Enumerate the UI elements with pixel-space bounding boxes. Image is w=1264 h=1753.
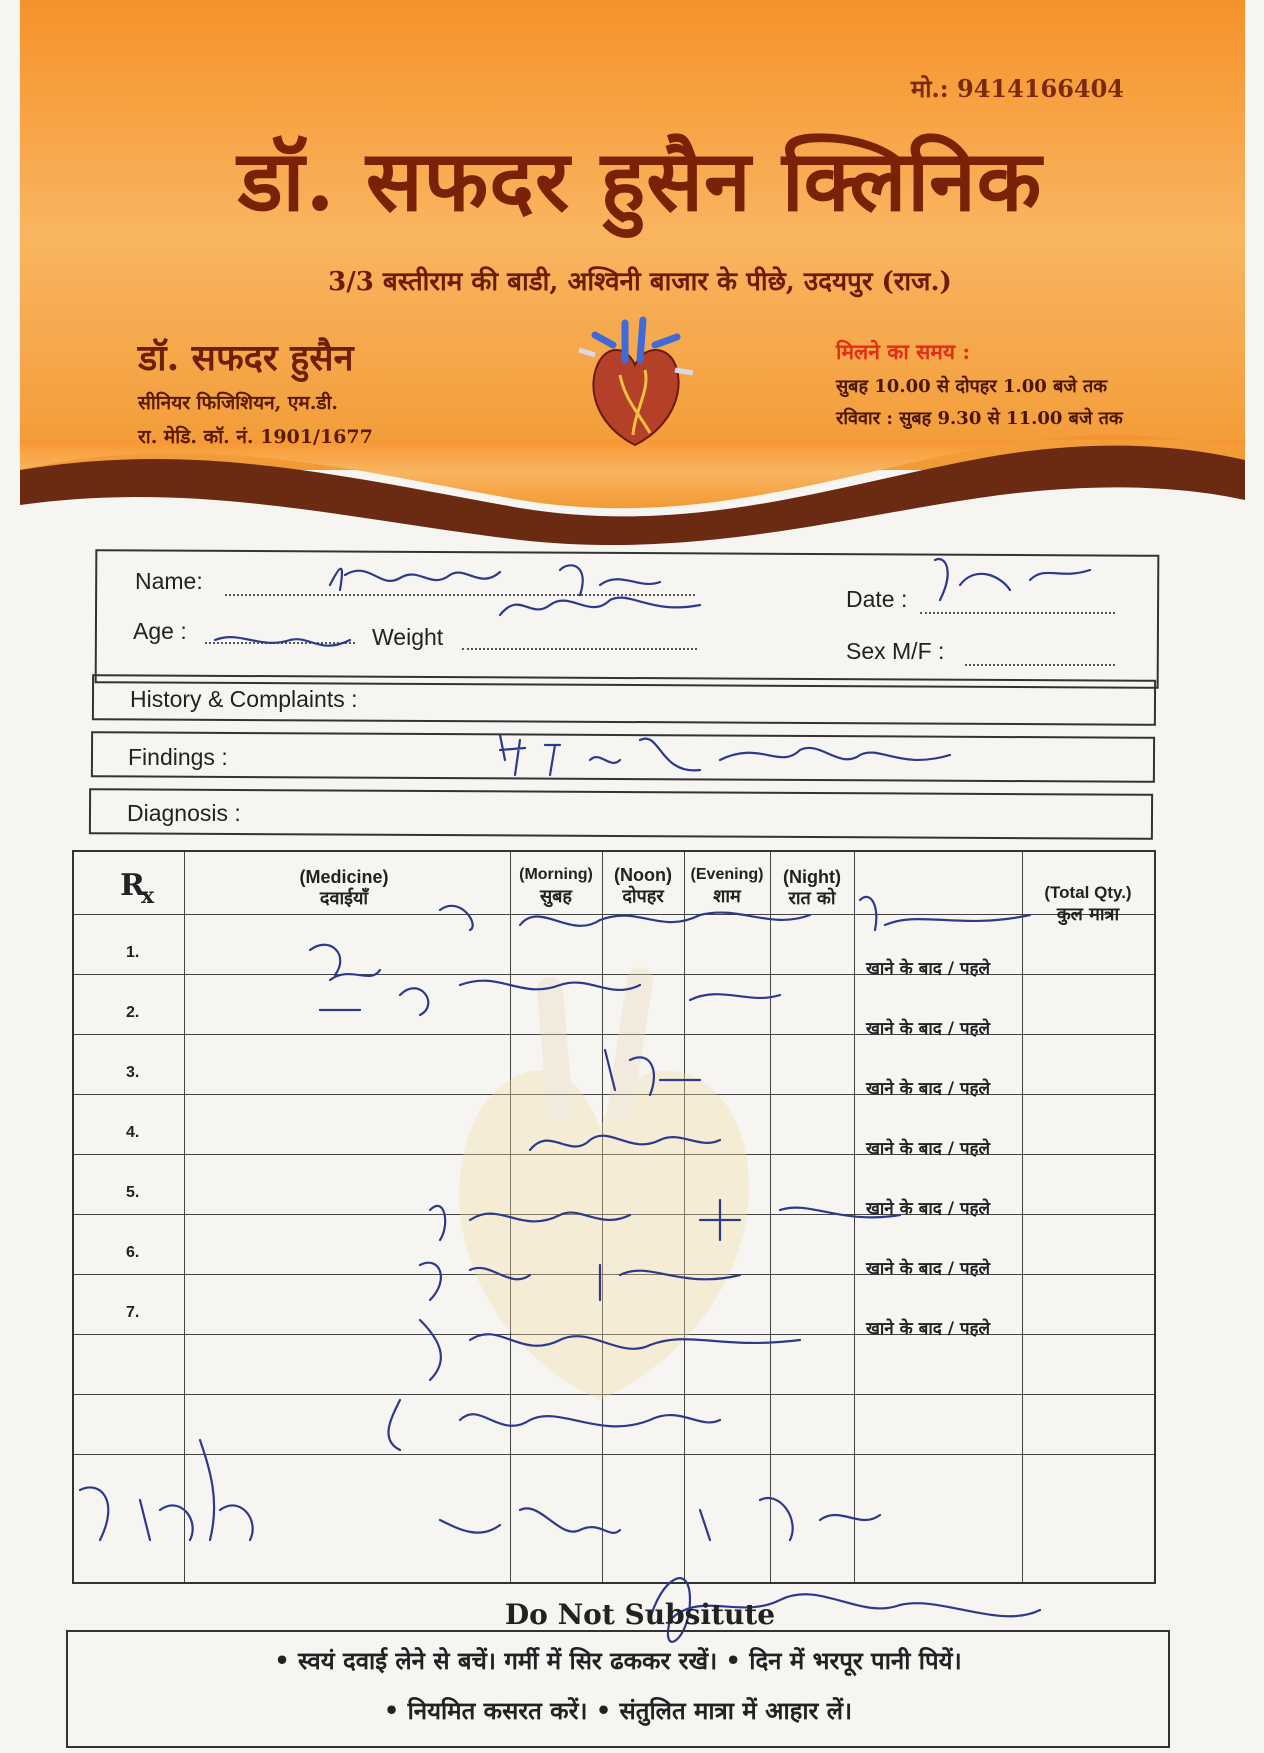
patient-info-box: [95, 549, 1160, 689]
date-field[interactable]: [920, 612, 1115, 614]
row-number: 4.: [126, 1124, 140, 1141]
doctor-name: डॉ. सफदर हुसैन: [138, 337, 354, 379]
name-field[interactable]: [225, 594, 695, 596]
mobile-number: मो.: 9414166404: [910, 74, 1124, 103]
meal-timing: खाने के बाद / पहले: [866, 1139, 991, 1159]
doctor-info: [138, 332, 373, 449]
row-number: 6.: [126, 1244, 140, 1261]
row-number: 2.: [126, 1004, 140, 1021]
col-total-qty: (Total Qty.) कुल मात्रा: [1044, 883, 1132, 925]
meal-timing: खाने के बाद / पहले: [866, 959, 991, 979]
doctor-registration: रा. मेडि. कॉ. नं. 1901/1677: [138, 426, 373, 448]
visiting-hours: [836, 338, 1123, 430]
date-label: Date :: [846, 586, 908, 612]
clinic-address: 3/3 बस्तीराम की बाडी, अश्विनी बाजार के पीछे, उदयपुर (राज.): [328, 267, 952, 297]
row-number: 3.: [126, 1064, 140, 1081]
row-number: 7.: [126, 1304, 140, 1321]
col-evening: (Evening) शाम: [690, 866, 764, 907]
meal-timing: खाने के बाद / पहले: [866, 1319, 991, 1339]
findings-label: Findings :: [128, 744, 228, 770]
meal-timing: खाने के बाद / पहले: [866, 1199, 991, 1219]
visiting-hours-title: मिलने का समय :: [836, 339, 971, 364]
advice-line-2: • नियमित कसरत करें। • संतुलित मात्रा में आहार लें।: [383, 1696, 853, 1725]
col-night: (Night) रात को: [783, 867, 841, 909]
age-label: Age :: [133, 618, 187, 644]
sex-label: Sex M/F :: [846, 638, 945, 664]
findings-box[interactable]: [91, 731, 1155, 783]
doctor-qualification: सीनियर फिजिशियन, एम.डी.: [138, 392, 339, 414]
visiting-hours-sunday: रविवार : सुबह 9.30 से 11.00 बजे तक: [836, 408, 1123, 429]
weight-field[interactable]: [462, 648, 697, 650]
clinic-name: डॉ. सफदर हुसैन क्लिनिक: [237, 131, 1043, 230]
sex-field[interactable]: [965, 664, 1115, 666]
col-morning: (Morning) सुबह: [519, 866, 593, 907]
meal-timing: खाने के बाद / पहले: [866, 1259, 991, 1279]
advice-line-1: • स्वयं दवाई लेने से बचें। गर्मी में सिर ढककर रखें। • दिन में भरपूर पानी पियें।: [274, 1646, 962, 1675]
name-label: Name:: [135, 568, 203, 594]
heart-watermark-icon: [390, 960, 810, 1420]
col-medicine: (Medicine) दवाईयाँ: [299, 867, 389, 909]
visiting-hours-weekday: सुबह 10.00 से दोपहर 1.00 बजे तक: [836, 376, 1108, 397]
heart-anatomy-icon: [565, 315, 705, 455]
col-noon: (Noon) दोपहर: [614, 865, 672, 907]
weight-label: Weight: [372, 624, 444, 650]
diagnosis-box[interactable]: [89, 788, 1153, 840]
health-advice-box: [66, 1630, 1170, 1748]
clinic-header: [0, 0, 1264, 560]
history-label: History & Complaints :: [130, 686, 358, 712]
rx-symbol: $R_x$: [120, 868, 155, 909]
meal-timing: खाने के बाद / पहले: [866, 1019, 991, 1039]
row-number: 1.: [126, 944, 140, 961]
meal-timing: खाने के बाद / पहले: [866, 1079, 991, 1099]
row-number: 5.: [126, 1184, 140, 1201]
diagnosis-label: Diagnosis :: [127, 800, 241, 826]
do-not-substitute: Do Not Subsitute: [504, 1598, 776, 1631]
age-field[interactable]: [205, 642, 355, 644]
